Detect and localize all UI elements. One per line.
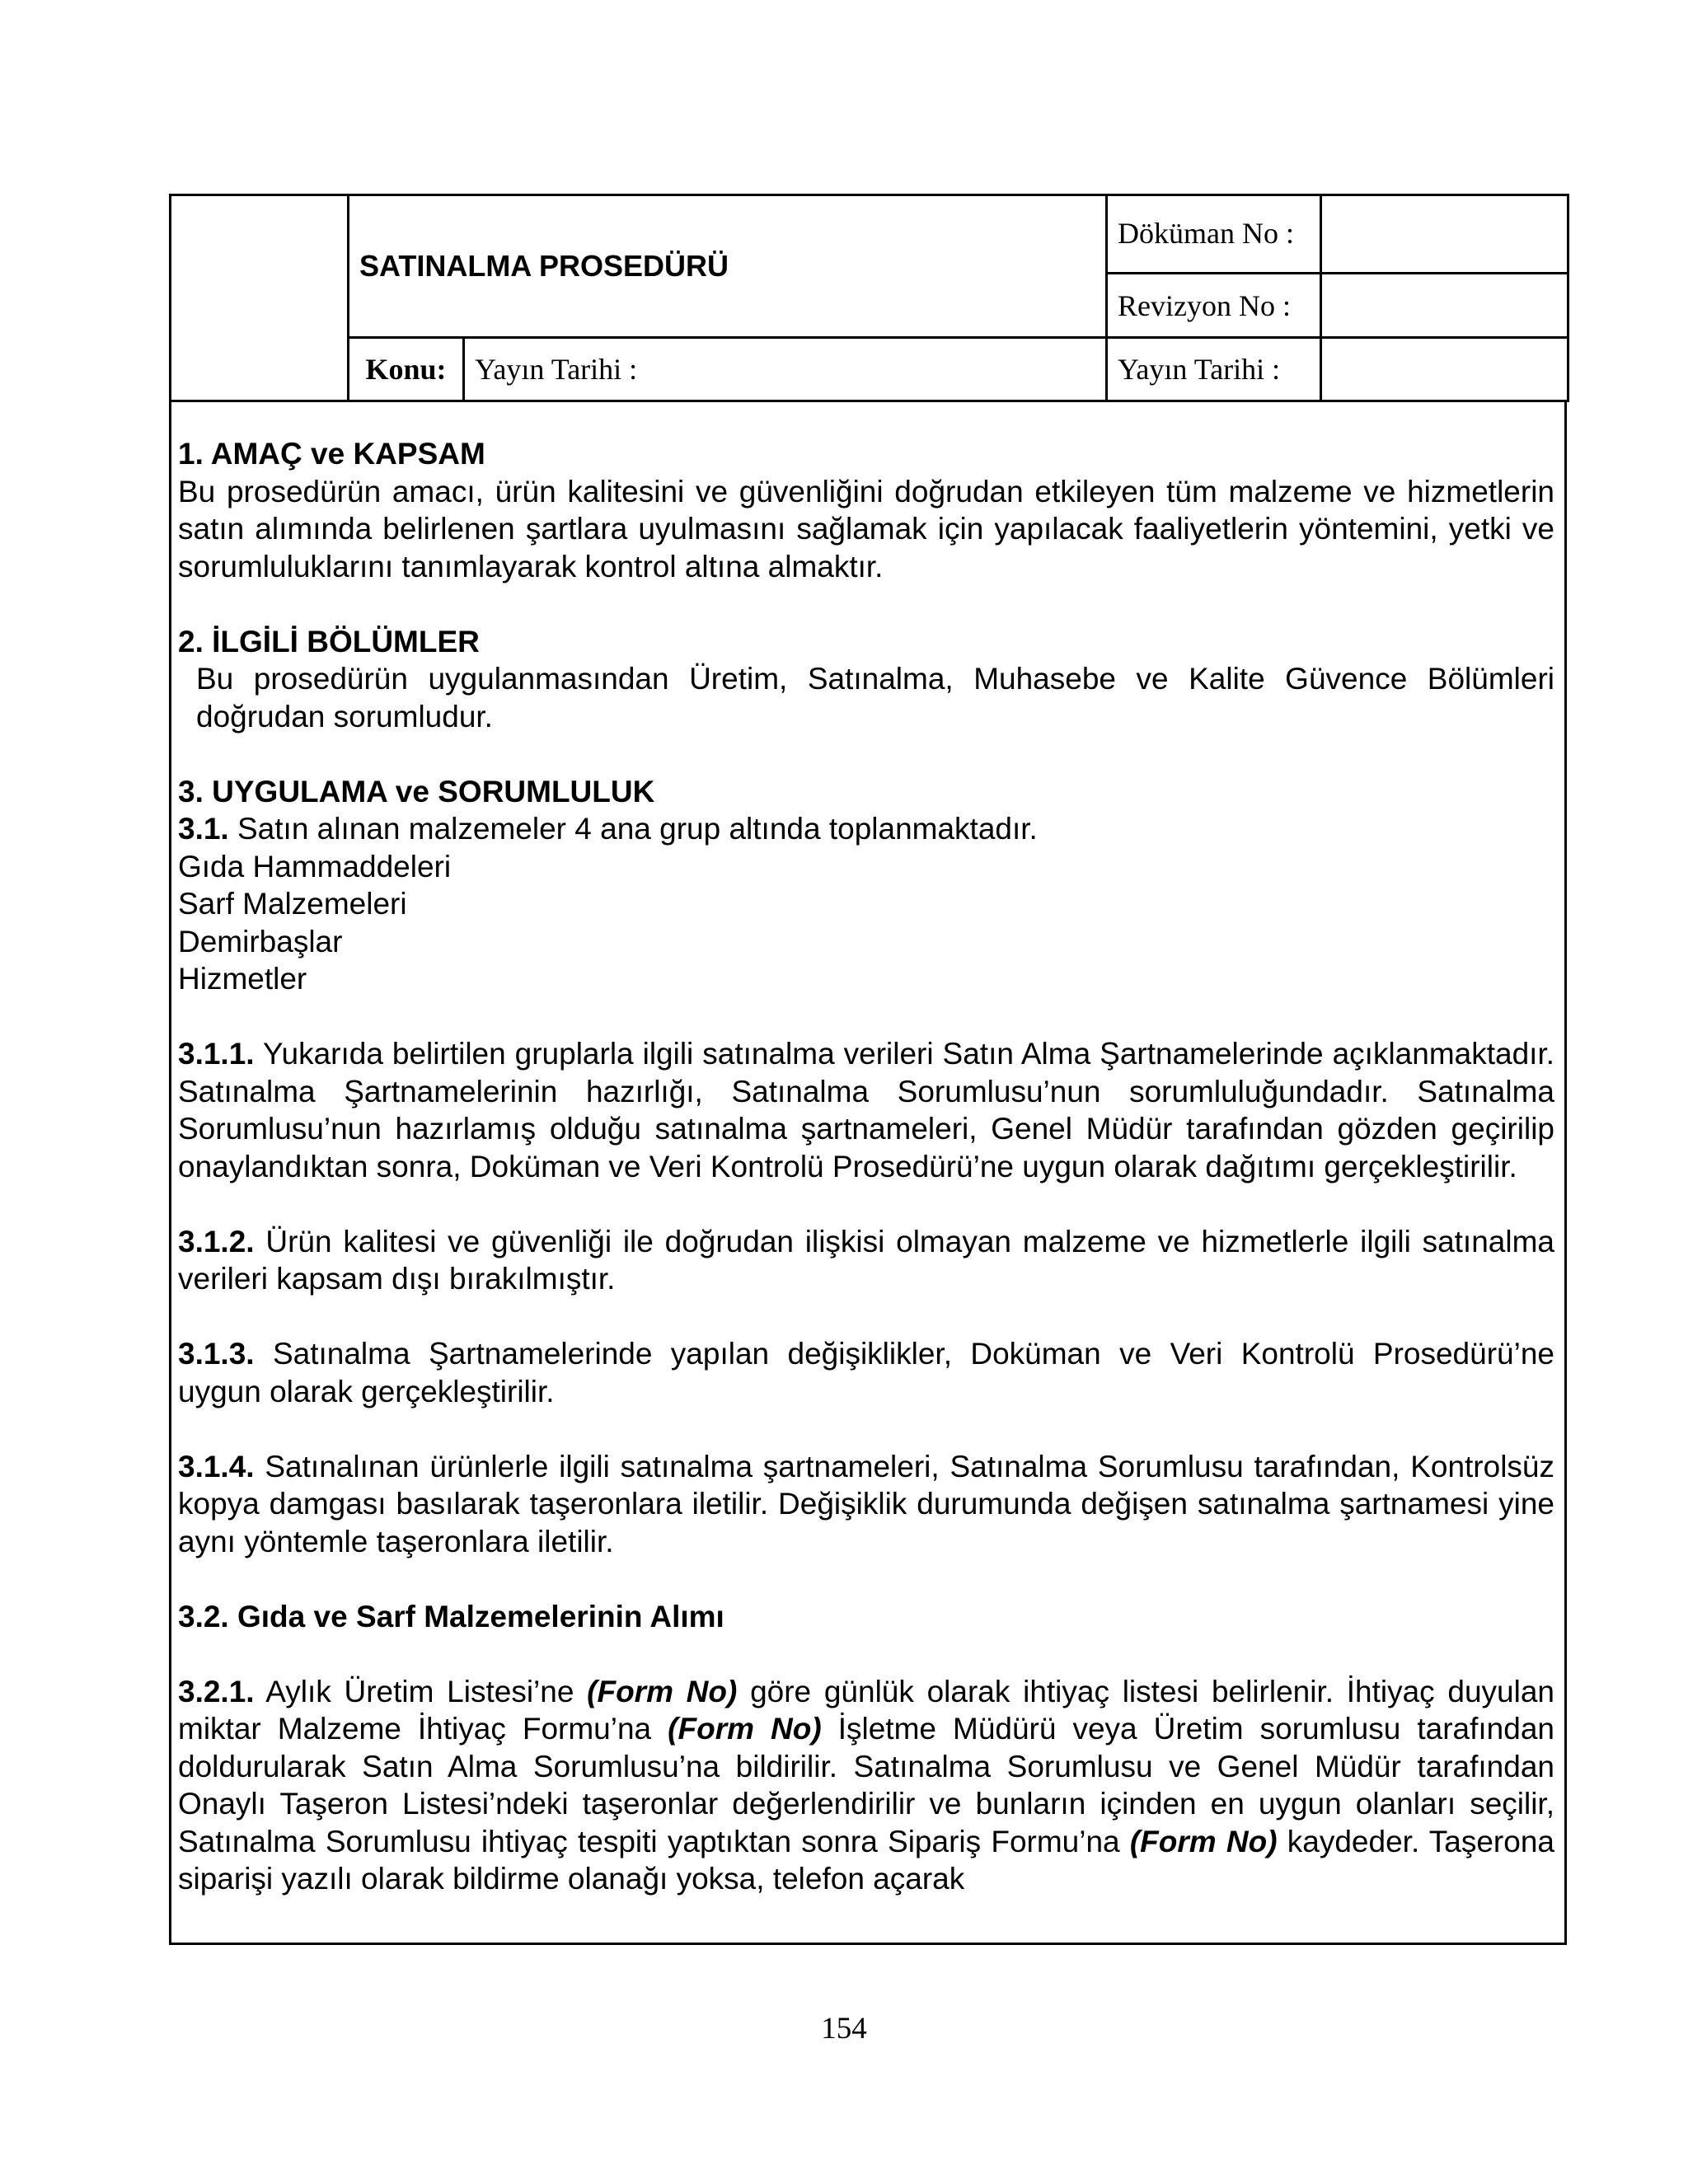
section-3-1-1-paragraph: 3.1.1. Yukarıda belirtilen gruplarla ilgili satınalma verileri Satın Alma Şartnamelerinde açıklanmaktadır. Satınalma Şartnamelerinin hazırlığı, Satınalma Sorumlusu’nun sorumluluğundadır. Satınalma Sorumlusu’nun hazırlamış olduğu satınalma şartnameleri, Genel Müdür tarafından gözden geçirilip onaylandıktan sonra, Doküman ve Veri Kontrolü Prosedürü’ne uygun olarak dağıtımı gerçekleştirilir. <box>178 1037 1554 1183</box>
subject-label: Konu: <box>349 338 464 401</box>
section-3-1-number: 3.1. <box>178 812 229 846</box>
section-3-2-1-paragraph: 3.2.1. Aylık Üretim Listesi’ne (Form No) göre günlük olarak ihtiyaç listesi belirlenir. İhtiyaç duyulan miktar Malzeme İhtiyaç Formu’na (Form No) İşletme Müdürü veya Üretim sorumlusu tarafından doldurularak Satın Alma Sorumlusu’na bildirilir. Satınalma Sorumlusu ve Genel Müdür tarafından Onaylı Taşeron Listesi’ndeki taşeronlar değerlendirilir ve bunların içinden en uygun olanları seçilir, Satınalma Sorumlusu ihtiyaç tespiti yaptıktan sonra Sipariş Formu’na (Form No) kaydeder. Taşerona siparişi yazılı olarak bildirme olanağı yoksa, telefon açarak <box>178 1674 1555 1896</box>
document-header-table <box>169 194 1569 402</box>
revision-no-label: Revizyon No : <box>1107 274 1321 338</box>
section-3-heading: 3. UYGULAMA ve SORUMLULUK <box>178 774 655 808</box>
group-item: Gıda Hammaddeleri <box>178 849 452 883</box>
document-no-value <box>1321 195 1568 274</box>
group-item: Sarf Malzemeleri <box>178 887 407 921</box>
section-3-1-paragraph: 3.1. Satın alınan malzemeler 4 ana grup altında toplanmaktadır. <box>178 812 1038 846</box>
document-body <box>178 435 1554 1898</box>
logo-cell <box>171 195 349 401</box>
group-item: Hizmetler <box>178 962 307 996</box>
section-3-1-3-paragraph: 3.1.3. Satınalma Şartnamelerinde yapılan değişiklikler, Doküman ve Veri Kontrolü Prosedürü’ne uygun olarak gerçekleştirilir. <box>178 1337 1554 1408</box>
subject-value: Yayın Tarihi : <box>464 338 1107 401</box>
page-number: 154 <box>821 2012 867 2046</box>
section-3-2-heading: 3.2. Gıda ve Sarf Malzemelerinin Alımı <box>178 1599 724 1633</box>
group-item: Demirbaşlar <box>178 924 343 958</box>
section-3-1-4-paragraph: 3.1.4. Satınalınan ürünlerle ilgili satınalma şartnameleri, Satınalma Sorumlusu tarafından, Kontrolsüz kopya damgası basılarak taşeronlara iletilir. Değişiklik durumunda değişen satınalma şartnamesi yine aynı yöntemle taşeronlara iletilir. <box>178 1449 1554 1558</box>
section-2-text: Bu prosedürün uygulanmasından Üretim, Satınalma, Muhasebe ve Kalite Güvence Bölümleri doğrudan sorumludur. <box>196 662 1554 733</box>
revision-no-value <box>1321 274 1568 338</box>
section-3-1-2-paragraph: 3.1.2. Ürün kalitesi ve güvenliği ile doğrudan ilişkisi olmayan malzeme ve hizmetlerle ilgili satınalma verileri kapsam dışı bırakılmıştır. <box>178 1224 1554 1296</box>
publish-date-value <box>1321 338 1568 401</box>
form-no-ref: (Form No) <box>1129 1824 1278 1858</box>
form-no-ref: (Form No) <box>668 1712 822 1746</box>
document-no-label: Döküman No : <box>1107 195 1321 274</box>
section-1-text: Bu prosedürün amacı, ürün kalitesini ve güvenliğini doğrudan etkileyen tüm malzeme ve hizmetlerin satın alımında belirlenen şartlara uyulmasını sağlamak için yapılacak faaliyetlerin yöntemini, yetki ve sorumluluklarını tanımlayarak kontrol altına almaktır. <box>178 474 1554 583</box>
section-1-heading: 1. AMAÇ ve KAPSAM <box>178 437 485 471</box>
publish-date-label: Yayın Tarihi : <box>1107 338 1321 401</box>
form-no-ref: (Form No) <box>587 1674 738 1708</box>
document-title: SATINALMA PROSEDÜRÜ <box>349 195 1107 338</box>
section-2-heading: 2. İLGİLİ BÖLÜMLER <box>178 624 480 658</box>
